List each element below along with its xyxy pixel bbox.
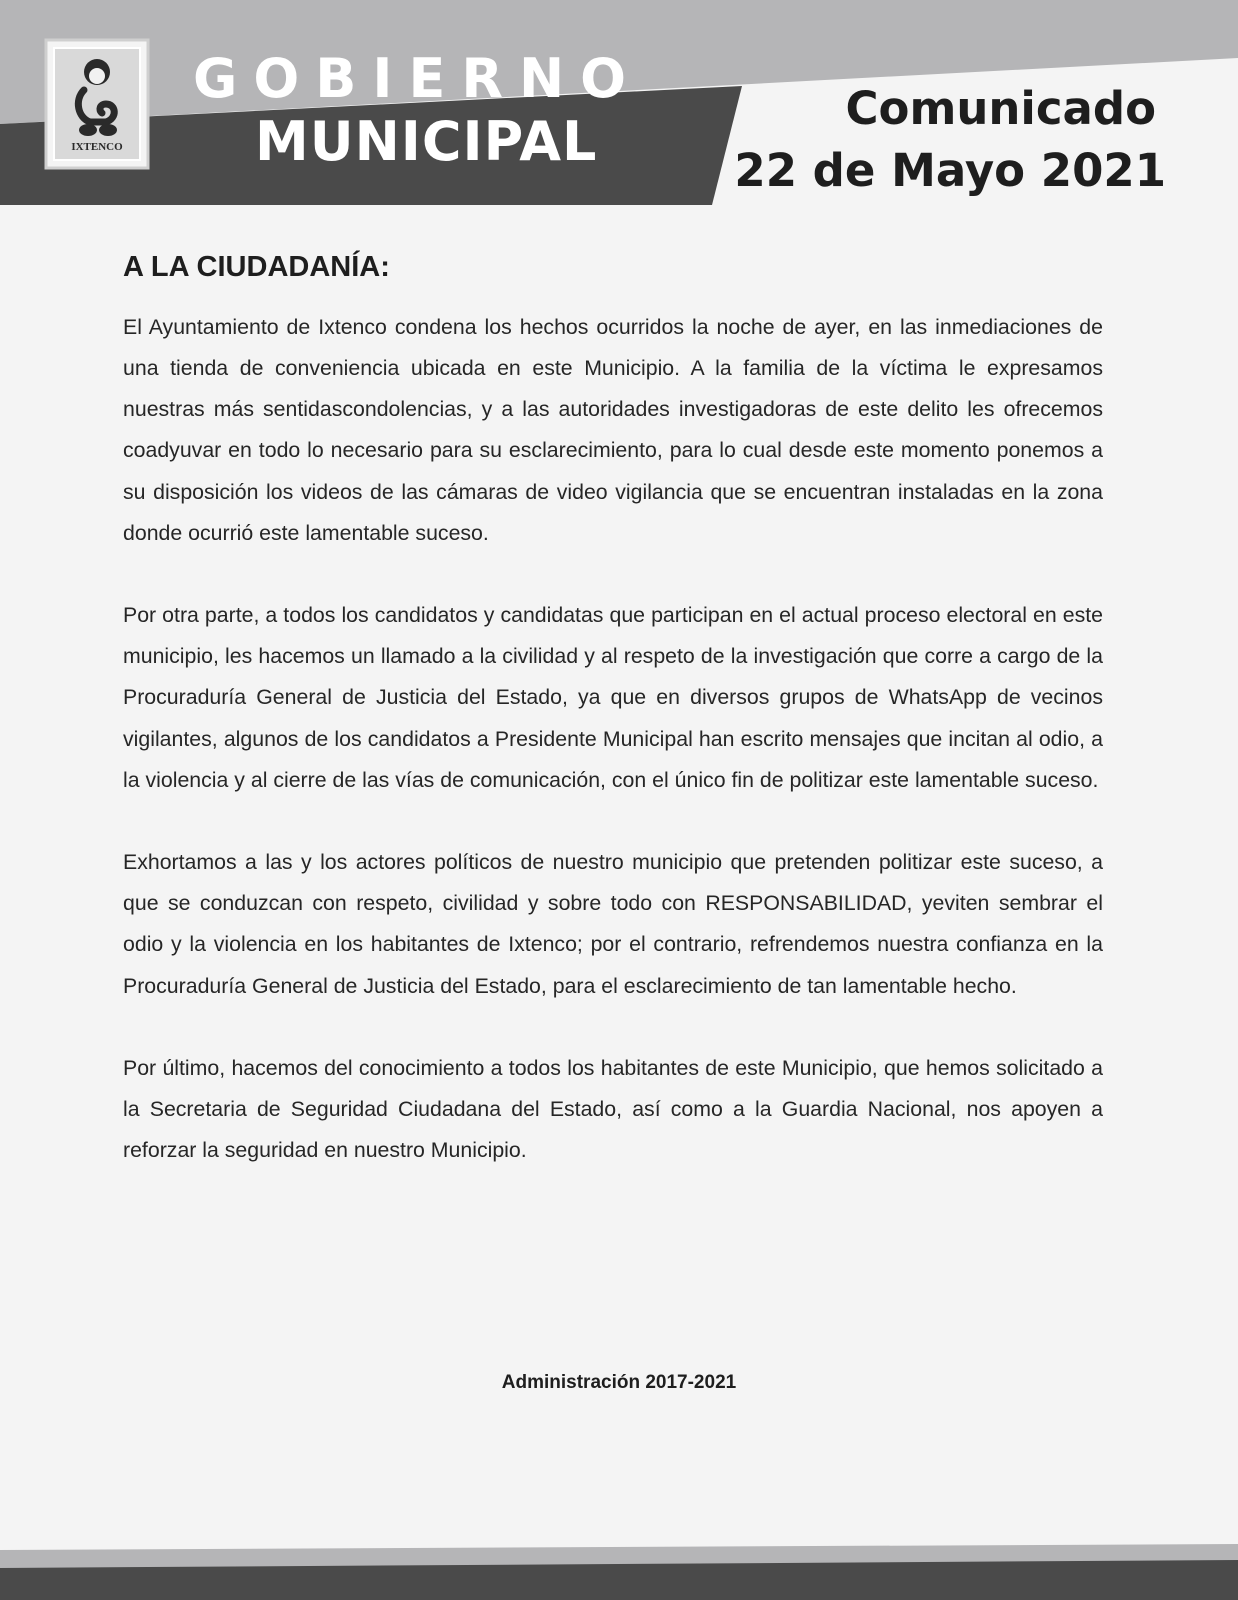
org-name-line1: GOBIERNO — [193, 47, 643, 110]
administration-footer: Administración 2017-2021 — [501, 1372, 737, 1393]
footer-band — [0, 1544, 1238, 1600]
paragraph-3: Exhortamos a las y los actores políticos de nuestro municipio que pretenden politizar este suceso, a que se conduzcan con respeto, civilidad y sobre todo con RESPONSABILIDAD, yeviten sembrar el odio y la violencia en los habitantes de Ixtenco; por el contrario, refrendemos nuestra confianza en la Procuraduría General de Justicia del Estado, para el esclarecimiento de tan lamentable hecho. — [123, 850, 1103, 998]
municipality-logo — [44, 38, 150, 170]
header-band — [0, 0, 1238, 205]
paragraph-2: Por otra parte, a todos los candidatos y candidatas que participan en el actual proceso electoral en este municipio, les hacemos un llamado a la civilidad y al respeto de la investigación que corre a cargo de la Procuraduría General de Justicia del Estado, ya que en diversos grupos de WhatsApp de vecinos vigilantes, algunos de los candidatos a Presidente Municipal han escrito mensajes que incitan al odio, a la violencia y al cierre de las vías de comunicación, con el único fin de politizar este lamentable suceso. — [123, 603, 1103, 792]
document-body — [123, 250, 1103, 1212]
paragraph-1: El Ayuntamiento de Ixtenco condena los hechos ocurridos la noche de ayer, en las inmediaciones de una tienda de conveniencia ubicada en este Municipio. A la familia de la víctima le expresamos nuestras más sentidascondolencias, y a las autoridades investigadoras de este delito les ofrecemos coadyuvar en todo lo necesario para su esclarecimiento, para lo cual desde este momento ponemos a su disposición los videos de las cámaras de video vigilancia que se encuentran instaladas en la zona donde ocurrió este lamentable suceso. — [123, 314, 1103, 545]
document-title: Comunicado — [845, 82, 1156, 135]
svg-text:IXTENCO: IXTENCO — [71, 141, 123, 153]
document-date: 22 de Mayo 2021 — [734, 144, 1166, 197]
salutation-heading: A LA CIUDADANÍA: — [123, 251, 390, 283]
paragraph-4: Por último, hacemos del conocimiento a todos los habitantes de este Municipio, que hemos solicitado a la Secretaria de Seguridad Ciudadana del Estado, así como a la Guardia Nacional, nos apoyen a reforzar la seguridad en nuestro Municipio. — [123, 1055, 1103, 1163]
org-name-line2: MUNICIPAL — [255, 110, 598, 173]
